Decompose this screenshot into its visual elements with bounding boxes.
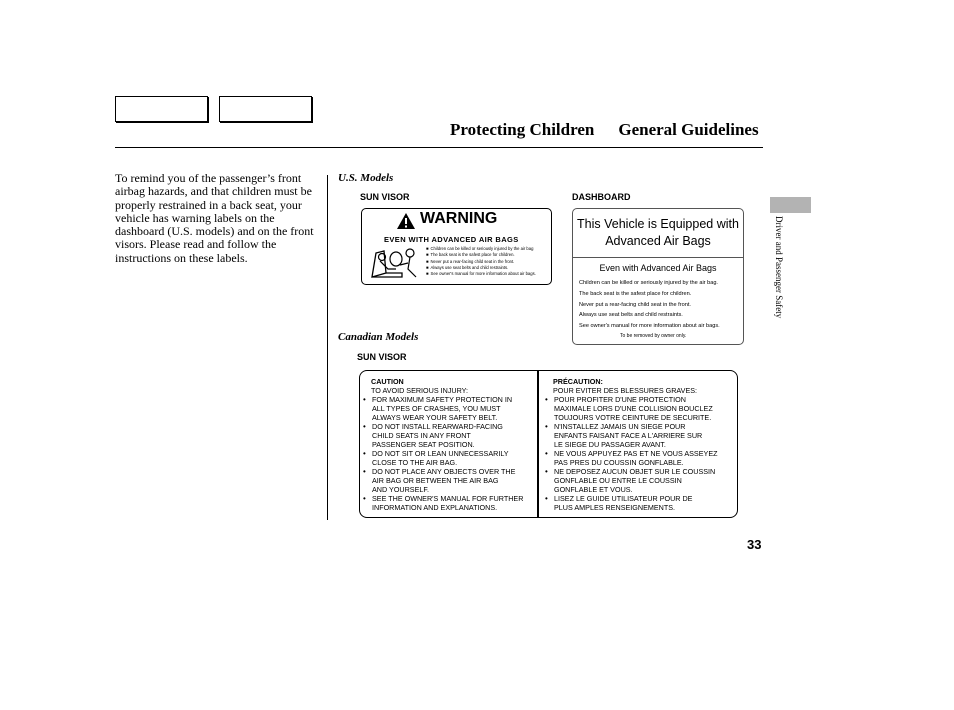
list-item: Never put a rear-facing child seat in the front. [579, 301, 691, 308]
list-item: ■ Never put a rear-facing child seat in the front. [426, 259, 536, 265]
us-models-heading: U.S. Models [338, 172, 394, 184]
list-item: ■ Children can be killed or seriously injured by the air bag [426, 246, 536, 252]
caution-heading: CAUTION [371, 377, 404, 386]
title-rule [115, 147, 763, 148]
dashboard-divider [573, 257, 743, 258]
body-paragraph: To remind you of the passenger’s front airbag hazards, and that children must be properly restrained in a back seat, your vehicle has warning labels on the dashboard (U.S. models) and on the front visors. Please read and follow the instructions on these labels. [115, 171, 314, 265]
caution-list [363, 395, 523, 512]
ca-visor-english [363, 377, 523, 512]
dashboard-removal-note: To be removed by owner only. [620, 333, 687, 339]
precaution-heading: PRÉCAUTION: [553, 377, 603, 386]
airbag-child-seat-icon [366, 243, 424, 281]
dashboard-main-line-2: Advanced Air Bags [605, 234, 711, 248]
dashboard-main-line-1: This Vehicle is Equipped with [577, 217, 739, 231]
canadian-models-heading: Canadian Models [338, 331, 419, 343]
list-item: • NE VOUS APPUYEZ PAS ET NE VOUS ASSEYEZ PAS PRES DU COUSSIN GONFLABLE. [545, 449, 718, 467]
section-thumb-tab [770, 197, 811, 213]
dashboard-subtitle: Even with Advanced Air Bags [599, 263, 717, 273]
caution-intro: TO AVOID SERIOUS INJURY: [371, 386, 469, 395]
ca-visor-divider [537, 371, 539, 517]
us-visor-subtitle: EVEN WITH ADVANCED AIR BAGS [384, 235, 519, 244]
list-item: • POUR PROFITER D'UNE PROTECTION MAXIMALE LORS D'UNE COLLISION BOUCLEZ TOUJOURS VOTRE CEINTURE DE SECURITE. [545, 395, 718, 422]
ca-sun-visor-label [359, 370, 738, 518]
list-item: • DO NOT PLACE ANY OBJECTS OVER THE AIR BAG OR BETWEEN THE AIR BAG AND YOURSELF. [363, 467, 523, 494]
precaution-list [545, 395, 718, 512]
header-tab-box-1 [115, 96, 208, 122]
precaution-intro: POUR EVITER DES BLESSURES GRAVES: [553, 386, 698, 395]
list-item: • LISEZ LE GUIDE UTILISATEUR POUR DE PLUS AMPLES RENSEIGNEMENTS. [545, 494, 718, 512]
section-title: Protecting Children [450, 120, 595, 139]
warning-triangle-icon [396, 212, 416, 230]
us-visor-warning-list [426, 246, 536, 277]
us-sun-visor-label [361, 208, 552, 285]
list-item: • FOR MAXIMUM SAFETY PROTECTION IN ALL TYPES OF CRASHES, YOU MUST ALWAYS WEAR YOUR SAFETY BELT. [363, 395, 523, 422]
ca-visor-french [545, 377, 718, 512]
list-item: See owner's manual for more information about air bags. [579, 323, 720, 330]
list-item: Always use seat belts and child restraints. [579, 312, 683, 319]
list-item: • DO NOT SIT OR LEAN UNNECESSARILY CLOSE TO THE AIR BAG. [363, 449, 523, 467]
header-tab-box-2 [219, 96, 312, 122]
dashboard-warning-list [579, 278, 720, 332]
section-thumb-label: Driver and Passenger Safety [774, 216, 784, 319]
dashboard-caption: DASHBOARD [572, 192, 631, 202]
list-item: Children can be killed or seriously injured by the air bag. [579, 280, 718, 286]
list-item: • SEE THE OWNER'S MANUAL FOR FURTHER INFORMATION AND EXPLANATIONS. [363, 494, 523, 512]
list-item: ■ The back seat is the safest place for children. [426, 252, 536, 258]
list-item: ■ See owner's manual for more information about air bags. [426, 271, 536, 277]
ca-sun-visor-caption: SUN VISOR [357, 352, 407, 362]
warning-heading: WARNING [420, 210, 498, 227]
list-item: • N'INSTALLEZ JAMAIS UN SIEGE POUR ENFANTS FAISANT FACE A L'ARRIERE SUR LE SIEGE DU PASSAGER AVANT. [545, 422, 718, 449]
list-item: • NE DEPOSEZ AUCUN OBJET SUR LE COUSSIN GONFLABLE OU ENTRE LE COUSSIN GONFLABLE ET VOUS. [545, 467, 718, 494]
list-item: • DO NOT INSTALL REARWARD-FACING CHILD SEATS IN ANY FRONT PASSENGER SEAT POSITION. [363, 422, 523, 449]
dashboard-label [572, 208, 744, 345]
list-item: ■ Always use seat belts and child restraints. [426, 265, 536, 271]
subsection-title: General Guidelines [618, 120, 759, 139]
page-title [450, 120, 759, 140]
us-sun-visor-caption: SUN VISOR [360, 192, 410, 202]
dashboard-main-text [573, 216, 743, 250]
page-number: 33 [747, 537, 762, 552]
column-rule [327, 175, 328, 520]
list-item: The back seat is the safest place for children. [579, 290, 692, 297]
